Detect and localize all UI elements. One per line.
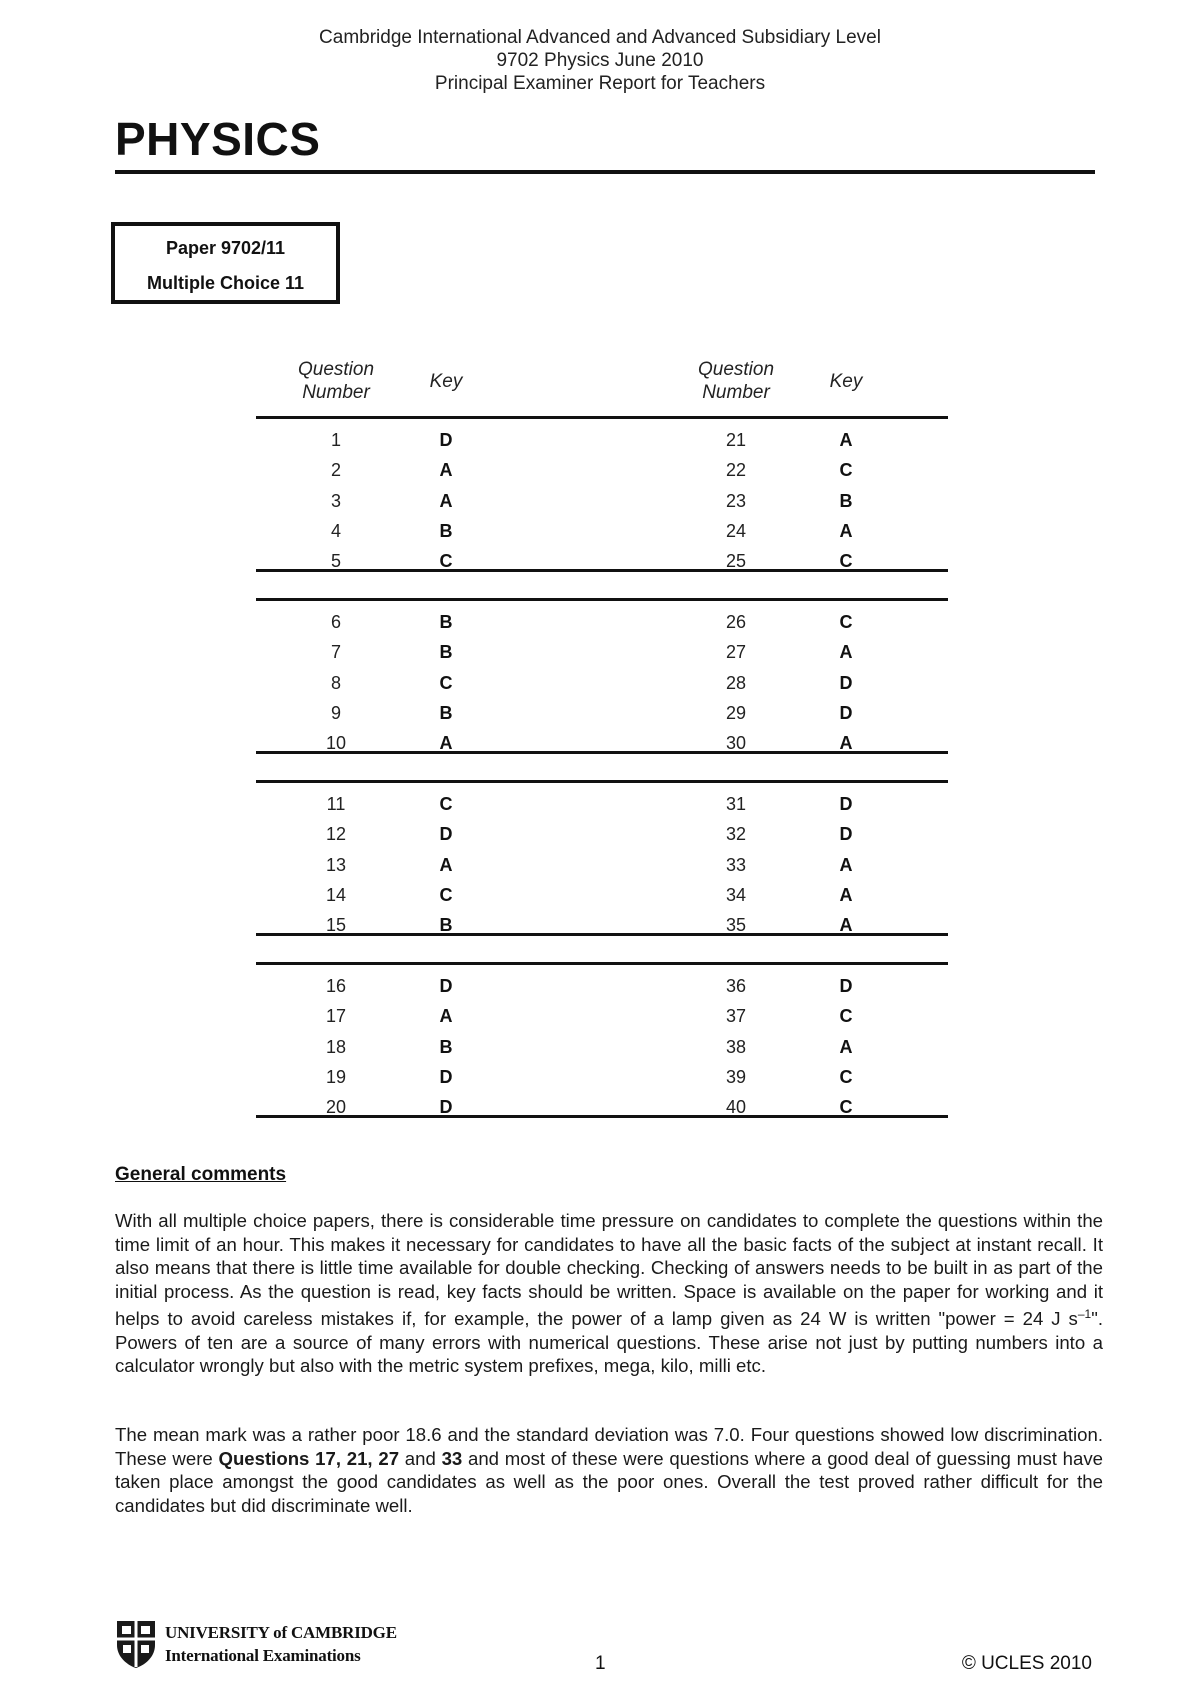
column-header-key-right: Key [829,371,863,392]
question-number: 7 [330,642,341,663]
question-number: 19 [325,1066,347,1087]
question-number: 30 [725,733,747,754]
question-number: 26 [725,612,747,632]
general-comments-paragraph-1 [115,1209,1103,1378]
answer-key: C [439,794,453,814]
question-number: 33 [725,854,747,875]
table-rule [256,416,948,419]
question-number: 22 [725,460,747,481]
superscript-exponent: –1 [1077,1307,1092,1321]
answer-key: A [839,642,853,663]
answer-key: A [839,884,853,905]
general-comments-paragraph-2 [115,1423,1103,1517]
report-header [0,26,1200,95]
answer-key: D [439,430,453,450]
question-number: 8 [330,672,341,693]
question-number: 40 [725,1097,747,1118]
header-line-3: Principal Examiner Report for Teachers [434,73,766,94]
question-number: 36 [725,976,747,996]
question-number: 13 [325,854,347,875]
question-number: 15 [325,915,347,936]
page-number: 1 [595,1653,606,1674]
question-number: 21 [725,430,747,450]
answer-key: A [839,520,853,541]
answer-key: A [439,854,453,875]
logo-subtitle: International Examinations [165,1646,361,1665]
question-number: 23 [725,490,747,511]
answer-key: D [839,824,853,845]
header-line-2: 9702 Physics June 2010 [496,50,704,71]
answer-key: C [439,884,453,905]
question-number: 10 [325,733,347,754]
answer-key: A [839,733,853,754]
bold-question-number: 33 [441,1447,463,1469]
column-header-key-left: Key [429,371,463,392]
paragraph-text: and most of these were questions where a good deal of guessing must have taken place amongst the good candidates as well as the poor ones. Overall the test proved rather difficult for the candidates but did discriminate well. [115,1447,1104,1516]
question-number: 35 [725,915,747,936]
answer-key: B [439,702,453,723]
question-number: 16 [325,976,347,996]
answer-key: C [839,551,853,572]
question-number: 20 [325,1097,347,1118]
answer-key: C [839,1066,853,1087]
question-number: 17 [325,1006,347,1027]
table-rule [256,598,948,601]
answer-key: C [839,1097,853,1118]
answer-key: A [839,430,853,450]
table-rule [256,780,948,783]
answer-key: D [439,976,453,996]
university-crest-icon [115,1619,157,1669]
question-number: 1 [330,430,341,450]
answer-key: B [439,915,453,936]
question-number: 4 [330,520,341,541]
answer-key: D [439,824,453,845]
answer-key: D [439,1066,453,1087]
answer-key: A [439,460,453,481]
answer-key: A [839,1036,853,1057]
question-number: 24 [725,520,747,541]
answer-key: D [839,794,853,814]
answer-key: A [839,915,853,936]
column-header-question-right [656,358,816,404]
answer-key: A [439,1006,453,1027]
question-number: 38 [725,1036,747,1057]
copyright-notice: © UCLES 2010 [961,1653,1092,1674]
question-number: 25 [725,551,747,572]
column-header-question-left [256,358,416,404]
answer-key: D [839,672,853,693]
bold-question-list: Questions 17, 21, 27 [218,1447,400,1469]
question-number: 27 [725,642,747,663]
question-number: 6 [330,612,341,632]
paper-number: Paper 9702/11 [165,238,286,258]
answer-key: D [439,1097,453,1118]
header-number-word: Number [702,382,770,403]
answer-key: B [439,1036,453,1057]
paragraph-text: The mean mark was a rather poor 18.6 and the standard deviation was 7.0. Four questions showed low discrimination. These were [115,1424,1103,1469]
answer-key: C [839,612,853,632]
answer-key: C [839,1006,853,1027]
answer-key: C [439,672,453,693]
table-rule [256,962,948,965]
question-number: 28 [725,672,747,693]
paper-type: Multiple Choice 11 [146,273,305,293]
section-heading-general-comments: General comments [115,1164,287,1185]
question-number: 2 [330,460,341,481]
answer-key: B [439,612,453,632]
answer-key: D [839,702,853,723]
question-number: 29 [725,702,747,723]
header-question-word: Question [697,359,775,380]
title-divider [115,170,1095,174]
question-number: 14 [325,884,347,905]
paragraph-text: and [399,1447,442,1469]
question-number: 18 [325,1036,347,1057]
question-number: 31 [725,794,747,814]
question-number: 32 [725,824,747,845]
answer-key: C [439,551,453,572]
question-number: 37 [725,1006,747,1027]
answer-key: B [839,490,853,511]
question-number: 11 [326,794,346,814]
logo-university-name: UNIVERSITY of CAMBRIDGE [165,1623,397,1642]
answer-key: C [839,460,853,481]
question-number: 34 [725,884,747,905]
question-number: 3 [330,490,341,511]
paper-info-box [111,222,340,304]
answer-key: B [439,520,453,541]
question-number: 12 [325,824,347,845]
cambridge-logo [115,1619,415,1671]
paragraph-text: ". Powers of ten are a source of many errors with numerical questions. These arise not just by putting numbers into a calculator wrongly but also with the metric system prefixes, mega, kilo, milli etc. [115,1308,1103,1377]
paragraph-text: With all multiple choice papers, there is considerable time pressure on candidates to complete the questions within the time limit of an hour. This makes it necessary for candidates to have all the basic facts of the subject at instant recall. It also means that there is little time available for double checking. Checking of answers needs to be built in as part of the initial process. As the question is read, key facts should be written. Space is available on the paper for working and it helps to avoid careless mistakes if, for example, the power of a lamp given as 24 W is written "power = 24 J s [115,1210,1103,1330]
answer-key: A [839,854,853,875]
answer-key: D [839,976,853,996]
question-number: 39 [725,1066,747,1087]
header-question-word: Question [297,359,375,380]
answer-key: B [439,642,453,663]
answer-key: A [439,733,453,754]
question-number: 9 [330,702,341,723]
header-number-word: Number [302,382,370,403]
question-number: 5 [330,551,341,572]
header-line-1: Cambridge International Advanced and Advanced Subsidiary Level [319,27,881,48]
page-title: PHYSICS [115,113,321,165]
answer-key: A [439,490,453,511]
